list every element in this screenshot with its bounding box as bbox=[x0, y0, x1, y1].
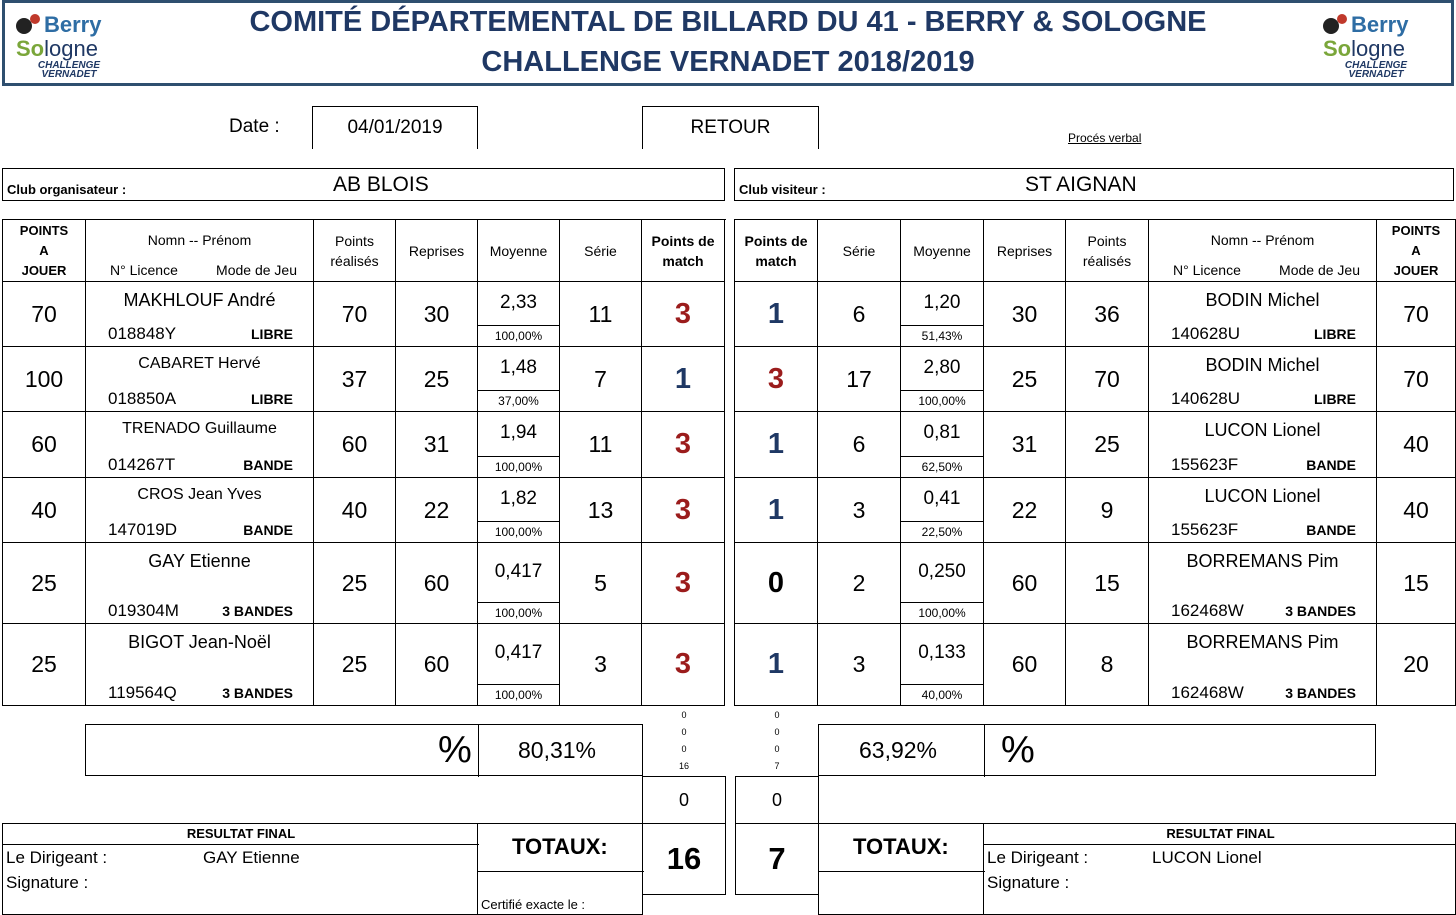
away-cell-moy bbox=[901, 624, 984, 706]
moyenne-percent: 22,50% bbox=[921, 525, 963, 539]
licence-header: N° Licence bbox=[1173, 262, 1241, 278]
reprises-header: Reprises bbox=[996, 242, 1053, 259]
moyenne-value: 0,417 bbox=[494, 560, 543, 582]
player-name: BORREMANS Pim bbox=[1186, 551, 1339, 571]
reprises-value: 31 bbox=[1011, 431, 1038, 457]
date-label: Date : bbox=[229, 116, 280, 137]
home-header-paj bbox=[3, 220, 86, 282]
reprises-value: 60 bbox=[1011, 569, 1038, 596]
away-cell-rep bbox=[984, 412, 1066, 478]
points-match-header-line: Points de bbox=[651, 232, 715, 249]
home-cell-pm bbox=[642, 282, 725, 347]
reprises-value: 60 bbox=[1011, 651, 1038, 677]
home-totaux-label: TOTAUX: bbox=[512, 834, 608, 859]
player-licence: 147019D bbox=[108, 520, 178, 539]
points-realises-value: 36 bbox=[1094, 300, 1120, 327]
proces-verbal-link[interactable]: Procés verbal bbox=[1068, 131, 1142, 145]
mode-header: Mode de Jeu bbox=[1279, 262, 1360, 278]
home-cell-pm bbox=[642, 347, 725, 412]
away-tiny-stack bbox=[762, 710, 792, 778]
moyenne-value: 0,417 bbox=[494, 642, 543, 663]
paj-header-line: A bbox=[1411, 242, 1421, 258]
reprises-value: 30 bbox=[423, 300, 450, 327]
phase-value: RETOUR bbox=[642, 106, 819, 149]
home-cell-moy bbox=[478, 412, 560, 478]
away-cell-paj bbox=[1377, 347, 1456, 412]
home-cell-rep bbox=[396, 543, 478, 624]
player-name: CROS Jean Yves bbox=[137, 486, 262, 503]
points-a-jouer-value: 40 bbox=[31, 496, 57, 523]
home-cell-pm bbox=[642, 624, 725, 706]
reprises-value: 25 bbox=[423, 365, 450, 392]
reprises-value: 60 bbox=[423, 569, 450, 596]
points-realises-value: 70 bbox=[341, 300, 368, 327]
serie-value: 3 bbox=[852, 496, 866, 523]
away-total: 7 bbox=[735, 823, 819, 895]
club-visiteur-name: ST AIGNAN bbox=[1025, 173, 1137, 196]
player-name: BORREMANS Pim bbox=[1186, 632, 1339, 652]
home-cell-pm bbox=[642, 412, 725, 478]
paj-header-line: JOUER bbox=[1393, 262, 1439, 278]
away-cell-pm bbox=[735, 543, 818, 624]
away-cell-paj bbox=[1377, 478, 1456, 543]
serie-header: Série bbox=[842, 242, 876, 259]
home-cell-nom bbox=[86, 543, 314, 624]
home-dirigeant-name: GAY Etienne bbox=[203, 848, 300, 867]
club-visiteur-label: Club visiteur : bbox=[739, 182, 826, 197]
home-resultat-label: RESULTAT FINAL bbox=[186, 826, 296, 841]
serie-value: 6 bbox=[852, 300, 866, 327]
home-cell-serie bbox=[560, 282, 642, 347]
points-a-jouer-value: 40 bbox=[1403, 496, 1429, 523]
points-match-value: 3 bbox=[674, 493, 692, 526]
tiny-value: 0 bbox=[681, 744, 687, 754]
club-organisateur-label: Club organisateur : bbox=[7, 182, 127, 197]
home-header-pm bbox=[642, 220, 725, 282]
home-cell-pts bbox=[314, 624, 396, 706]
home-cell-paj bbox=[3, 347, 86, 412]
moyenne-header: Moyenne bbox=[913, 242, 971, 259]
away-cell-paj bbox=[1377, 543, 1456, 624]
points-realises-value: 70 bbox=[1094, 365, 1120, 392]
away-cell-moy bbox=[901, 347, 984, 412]
points-match-value: 0 bbox=[767, 566, 785, 599]
moyenne-percent: 100,00% bbox=[494, 460, 543, 474]
club-organisateur-name: AB BLOIS bbox=[333, 173, 429, 196]
player-licence: 155623F bbox=[1171, 455, 1239, 474]
player-name: GAY Etienne bbox=[148, 551, 251, 571]
points-realises-value: 25 bbox=[341, 651, 368, 677]
away-cell-pts bbox=[1066, 478, 1149, 543]
home-cell-pts bbox=[314, 282, 396, 347]
reprises-value: 25 bbox=[1011, 365, 1038, 392]
away-dirigeant-label: Le Dirigeant : bbox=[987, 848, 1089, 867]
moyenne-percent: 100,00% bbox=[918, 394, 966, 408]
moyenne-value: 1,48 bbox=[500, 356, 537, 378]
away-totaux-box bbox=[818, 823, 984, 915]
points-realises-header-line: réalisés bbox=[1082, 252, 1132, 269]
player-licence: 162468W bbox=[1171, 601, 1244, 620]
certifie-label: Certifié exacte le : bbox=[481, 897, 586, 912]
licence-header: N° Licence bbox=[110, 262, 178, 278]
home-cell-nom bbox=[86, 412, 314, 478]
home-dirigeant-label: Le Dirigeant : bbox=[6, 848, 108, 867]
points-realises-value: 25 bbox=[1094, 431, 1120, 457]
home-tiny-stack bbox=[669, 710, 699, 778]
moyenne-value: 0,250 bbox=[918, 560, 966, 582]
home-cell-rep bbox=[396, 282, 478, 347]
away-cell-pm bbox=[735, 624, 818, 706]
away-cell-serie bbox=[818, 347, 901, 412]
home-header-moy bbox=[478, 220, 560, 282]
player-name: CABARET Hervé bbox=[138, 355, 261, 372]
away-cell-pts bbox=[1066, 624, 1149, 706]
player-licence: 162468W bbox=[1171, 683, 1244, 702]
points-realises-value: 37 bbox=[341, 365, 368, 392]
serie-value: 13 bbox=[587, 496, 614, 523]
tiny-value: 7 bbox=[774, 761, 780, 771]
points-a-jouer-value: 25 bbox=[31, 569, 57, 596]
home-zero: 0 bbox=[642, 776, 726, 824]
moyenne-value: 0,133 bbox=[918, 642, 966, 663]
moyenne-value: 2,80 bbox=[923, 356, 961, 378]
serie-value: 6 bbox=[852, 431, 866, 457]
player-mode: LIBRE bbox=[251, 326, 293, 342]
points-realises-value: 25 bbox=[341, 569, 368, 596]
paj-header-line: POINTS bbox=[19, 222, 69, 238]
points-match-value: 3 bbox=[674, 428, 692, 460]
away-zero: 0 bbox=[735, 776, 819, 824]
points-realises-value: 8 bbox=[1100, 651, 1114, 677]
player-name: MAKHLOUF André bbox=[123, 290, 276, 310]
player-name: BIGOT Jean-Noël bbox=[128, 632, 271, 652]
points-a-jouer-value: 20 bbox=[1403, 651, 1429, 677]
away-pct-value: 63,92% bbox=[859, 737, 938, 763]
mode-header: Mode de Jeu bbox=[216, 262, 297, 278]
points-match-value: 1 bbox=[767, 493, 785, 526]
away-cell-serie bbox=[818, 282, 901, 347]
points-a-jouer-value: 70 bbox=[31, 300, 57, 327]
home-cell-serie bbox=[560, 543, 642, 624]
home-cell-nom bbox=[86, 624, 314, 706]
points-a-jouer-value: 40 bbox=[1403, 431, 1429, 457]
player-licence: 018848Y bbox=[108, 324, 177, 343]
away-cell-moy bbox=[901, 478, 984, 543]
reprises-value: 22 bbox=[1011, 496, 1038, 523]
home-cell-pts bbox=[314, 347, 396, 412]
away-cell-rep bbox=[984, 282, 1066, 347]
logo-right: Berry Sologne CHALLENGE VERNADET bbox=[1323, 12, 1409, 80]
serie-value: 2 bbox=[852, 569, 866, 596]
player-mode: 3 BANDES bbox=[222, 603, 293, 619]
home-pct-sign: % bbox=[438, 729, 472, 771]
home-cell-rep bbox=[396, 412, 478, 478]
home-cell-rep bbox=[396, 624, 478, 706]
points-match-header-line: Points de bbox=[744, 232, 808, 249]
away-cell-rep bbox=[984, 478, 1066, 543]
home-cell-pts bbox=[314, 543, 396, 624]
home-cell-pm bbox=[642, 478, 725, 543]
date-value: 04/01/2019 bbox=[312, 106, 478, 149]
away-header-pm bbox=[735, 220, 818, 282]
player-mode: 3 BANDES bbox=[222, 685, 293, 701]
player-licence: 014267T bbox=[108, 455, 176, 474]
away-dirigeant-name: LUCON Lionel bbox=[1152, 848, 1262, 867]
away-header-nom bbox=[1149, 220, 1377, 282]
away-result-box bbox=[983, 823, 1456, 915]
away-cell-pts bbox=[1066, 412, 1149, 478]
serie-value: 3 bbox=[594, 651, 607, 677]
away-cell-moy bbox=[901, 543, 984, 624]
home-cell-serie bbox=[560, 478, 642, 543]
moyenne-value: 1,20 bbox=[923, 291, 961, 313]
player-licence: 018850A bbox=[108, 389, 177, 408]
away-cell-rep bbox=[984, 624, 1066, 706]
moyenne-percent: 62,50% bbox=[921, 460, 963, 474]
moyenne-value: 0,41 bbox=[923, 487, 961, 509]
nom-prenom-header: Nomn -- Prénom bbox=[147, 232, 252, 248]
away-cell-serie bbox=[818, 543, 901, 624]
moyenne-value: 1,82 bbox=[500, 487, 537, 509]
home-cell-pm bbox=[642, 543, 725, 624]
points-realises-header-line: Points bbox=[335, 232, 374, 249]
club-organisateur-box bbox=[2, 168, 725, 201]
player-licence: 155623F bbox=[1171, 520, 1239, 539]
player-mode: BANDE bbox=[243, 522, 293, 538]
paj-header-line: POINTS bbox=[1391, 222, 1441, 238]
reprises-value: 60 bbox=[423, 651, 450, 677]
home-cell-serie bbox=[560, 347, 642, 412]
home-header-rep bbox=[396, 220, 478, 282]
home-header-pts bbox=[314, 220, 396, 282]
points-a-jouer-value: 60 bbox=[31, 431, 57, 457]
away-cell-nom bbox=[1149, 282, 1377, 347]
moyenne-percent: 51,43% bbox=[921, 329, 963, 343]
home-cell-paj bbox=[3, 478, 86, 543]
moyenne-percent: 37,00% bbox=[498, 394, 539, 408]
home-totaux-box bbox=[477, 823, 643, 915]
player-mode: LIBRE bbox=[251, 391, 293, 407]
points-realises-header-line: Points bbox=[1087, 232, 1127, 249]
away-cell-pm bbox=[735, 347, 818, 412]
reprises-value: 22 bbox=[423, 496, 450, 523]
reprises-value: 30 bbox=[1011, 300, 1038, 327]
serie-value: 7 bbox=[594, 365, 607, 392]
away-cell-serie bbox=[818, 624, 901, 706]
points-a-jouer-value: 25 bbox=[31, 651, 57, 677]
home-summary-box bbox=[85, 724, 643, 776]
points-realises-value: 9 bbox=[1100, 496, 1114, 523]
nom-prenom-header: Nomn -- Prénom bbox=[1210, 232, 1315, 248]
points-match-value: 3 bbox=[767, 362, 785, 395]
moyenne-percent: 100,00% bbox=[494, 525, 543, 539]
moyenne-percent: 40,00% bbox=[921, 688, 963, 702]
away-totaux-label: TOTAUX: bbox=[853, 834, 949, 859]
home-cell-moy bbox=[478, 478, 560, 543]
serie-value: 11 bbox=[588, 431, 613, 457]
home-cell-moy bbox=[478, 543, 560, 624]
home-cell-rep bbox=[396, 347, 478, 412]
points-realises-value: 60 bbox=[341, 431, 368, 457]
tiny-value: 16 bbox=[678, 761, 689, 771]
away-table bbox=[734, 219, 1456, 706]
home-cell-moy bbox=[478, 624, 560, 706]
points-match-value: 1 bbox=[674, 362, 692, 395]
home-pct-value: 80,31% bbox=[518, 737, 597, 763]
away-cell-rep bbox=[984, 543, 1066, 624]
points-realises-value: 40 bbox=[341, 496, 368, 523]
away-summary-box bbox=[818, 724, 1376, 776]
player-licence: 140628U bbox=[1171, 324, 1241, 343]
away-cell-paj bbox=[1377, 624, 1456, 706]
points-match-value: 3 bbox=[674, 297, 692, 330]
home-cell-moy bbox=[478, 282, 560, 347]
points-a-jouer-value: 70 bbox=[1403, 300, 1429, 327]
sub-title: CHALLENGE VERNADET 2018/2019 bbox=[481, 46, 975, 78]
points-match-header-line: match bbox=[755, 252, 797, 269]
moyenne-percent: 100,00% bbox=[494, 329, 543, 343]
home-table bbox=[2, 219, 726, 706]
points-realises-header-line: réalisés bbox=[330, 252, 379, 269]
away-cell-nom bbox=[1149, 624, 1377, 706]
away-cell-nom bbox=[1149, 543, 1377, 624]
points-match-value: 1 bbox=[767, 297, 785, 330]
home-cell-rep bbox=[396, 478, 478, 543]
away-cell-pm bbox=[735, 412, 818, 478]
away-pct-sign: % bbox=[1001, 729, 1035, 771]
reprises-value: 31 bbox=[423, 431, 450, 457]
tiny-value: 0 bbox=[774, 710, 780, 720]
player-mode: 3 BANDES bbox=[1285, 685, 1356, 701]
away-cell-paj bbox=[1377, 412, 1456, 478]
player-name: LUCON Lionel bbox=[1204, 486, 1321, 506]
home-cell-pts bbox=[314, 412, 396, 478]
away-header-paj bbox=[1377, 220, 1456, 282]
away-cell-pm bbox=[735, 478, 818, 543]
home-cell-paj bbox=[3, 624, 86, 706]
home-signature-label: Signature : bbox=[6, 873, 89, 892]
moyenne-value: 0,81 bbox=[923, 422, 961, 443]
away-cell-paj bbox=[1377, 282, 1456, 347]
away-cell-moy bbox=[901, 282, 984, 347]
away-resultat-label: RESULTAT FINAL bbox=[1166, 826, 1275, 841]
club-visiteur-box bbox=[734, 168, 1454, 201]
serie-value: 5 bbox=[594, 569, 607, 596]
away-cell-serie bbox=[818, 412, 901, 478]
points-match-value: 3 bbox=[674, 566, 692, 599]
away-cell-pts bbox=[1066, 282, 1149, 347]
paj-header-line: A bbox=[39, 242, 49, 258]
home-header-nom bbox=[86, 220, 314, 282]
player-mode: BANDE bbox=[1306, 522, 1356, 538]
points-match-value: 1 bbox=[767, 428, 785, 460]
moyenne-value: 1,94 bbox=[500, 422, 537, 443]
player-mode: LIBRE bbox=[1314, 391, 1356, 407]
home-cell-paj bbox=[3, 543, 86, 624]
away-cell-nom bbox=[1149, 347, 1377, 412]
home-header-serie bbox=[560, 220, 642, 282]
serie-value: 3 bbox=[852, 651, 866, 677]
serie-value: 11 bbox=[588, 300, 613, 327]
player-name: TRENADO Guillaume bbox=[122, 420, 277, 437]
paj-header-line: JOUER bbox=[21, 262, 67, 278]
points-a-jouer-value: 15 bbox=[1403, 569, 1429, 596]
player-mode: BANDE bbox=[243, 457, 293, 473]
player-mode: BANDE bbox=[1306, 457, 1356, 473]
away-cell-rep bbox=[984, 347, 1066, 412]
serie-value: 17 bbox=[846, 365, 872, 392]
player-mode: LIBRE bbox=[1314, 326, 1356, 342]
away-cell-nom bbox=[1149, 412, 1377, 478]
away-header-serie bbox=[818, 220, 901, 282]
points-realises-value: 15 bbox=[1094, 569, 1120, 596]
moyenne-value: 2,33 bbox=[500, 291, 537, 313]
points-a-jouer-value: 70 bbox=[1403, 365, 1429, 392]
reprises-header: Reprises bbox=[408, 242, 465, 259]
moyenne-header: Moyenne bbox=[489, 242, 548, 259]
home-cell-pts bbox=[314, 478, 396, 543]
player-licence: 019304M bbox=[108, 601, 179, 620]
logo-left: Berry Sologne CHALLENGE VERNADET bbox=[16, 12, 102, 80]
player-name: LUCON Lionel bbox=[1204, 420, 1321, 440]
home-cell-serie bbox=[560, 624, 642, 706]
serie-header: Série bbox=[584, 242, 617, 259]
moyenne-percent: 100,00% bbox=[494, 606, 543, 620]
player-name: BODIN Michel bbox=[1205, 290, 1320, 310]
home-cell-paj bbox=[3, 412, 86, 478]
tiny-value: 0 bbox=[774, 727, 780, 737]
away-cell-pts bbox=[1066, 347, 1149, 412]
away-cell-serie bbox=[818, 478, 901, 543]
moyenne-percent: 100,00% bbox=[918, 606, 966, 620]
home-result-box bbox=[2, 823, 478, 915]
tiny-value: 0 bbox=[681, 710, 687, 720]
away-cell-pm bbox=[735, 282, 818, 347]
player-mode: 3 BANDES bbox=[1285, 603, 1356, 619]
points-match-value: 1 bbox=[767, 648, 785, 680]
home-cell-serie bbox=[560, 412, 642, 478]
away-cell-nom bbox=[1149, 478, 1377, 543]
away-cell-moy bbox=[901, 412, 984, 478]
home-cell-nom bbox=[86, 347, 314, 412]
home-cell-nom bbox=[86, 282, 314, 347]
home-cell-paj bbox=[3, 282, 86, 347]
player-licence: 119564Q bbox=[108, 683, 177, 702]
moyenne-percent: 100,00% bbox=[494, 688, 543, 702]
home-total: 16 bbox=[642, 823, 726, 895]
away-cell-pts bbox=[1066, 543, 1149, 624]
player-licence: 140628U bbox=[1171, 389, 1241, 408]
tiny-value: 0 bbox=[681, 727, 687, 737]
main-title: COMITÉ DÉPARTEMENTAL DE BILLARD DU 41 - BERRY & SOLOGNE bbox=[249, 6, 1207, 38]
points-match-value: 3 bbox=[674, 648, 692, 680]
home-cell-moy bbox=[478, 347, 560, 412]
player-name: BODIN Michel bbox=[1205, 355, 1320, 375]
points-a-jouer-value: 100 bbox=[24, 365, 64, 392]
away-header-moy bbox=[901, 220, 984, 282]
away-header-rep bbox=[984, 220, 1066, 282]
tiny-value: 0 bbox=[774, 744, 780, 754]
points-match-header-line: match bbox=[662, 252, 704, 269]
away-signature-label: Signature : bbox=[987, 873, 1070, 892]
home-cell-nom bbox=[86, 478, 314, 543]
away-header-pts bbox=[1066, 220, 1149, 282]
